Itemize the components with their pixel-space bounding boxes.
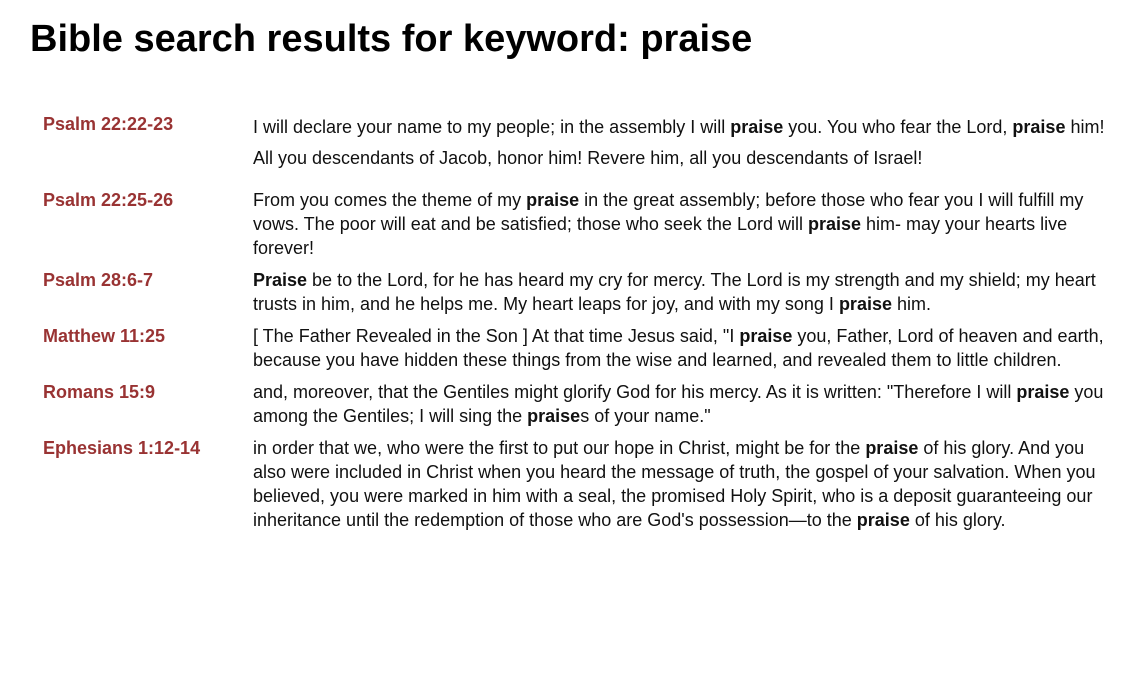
keyword-highlight: praise xyxy=(807,214,862,234)
verse-reference-link[interactable]: Psalm 22:22-23 xyxy=(43,114,174,134)
verse-reference-link[interactable]: Psalm 28:6-7 xyxy=(43,270,154,290)
verse-text-segment: s of your name." xyxy=(580,406,711,426)
keyword-highlight: praise xyxy=(838,294,892,314)
keyword-highlight: praise xyxy=(865,438,919,458)
keyword-highlight: praise xyxy=(526,190,580,210)
verse-text-segment: him. xyxy=(891,294,931,314)
verse-text-segment: you. You who fear the Lord, xyxy=(783,117,1013,137)
result-row xyxy=(0,112,1144,174)
keyword-highlight: praise xyxy=(527,406,581,426)
verse-reference-link[interactable]: Romans 15:9 xyxy=(43,382,156,402)
verse-text-segment: From you comes the theme of my xyxy=(253,190,527,210)
page-title: Bible search results for keyword: praise xyxy=(30,18,753,60)
keyword-highlight: praise xyxy=(1016,382,1070,402)
verse-text-segment: of his glory. And you also were included in Christ when you heard the message of truth, the gospel of your salvation. When you believed, you were marked in him with a seal, the promised Holy Spirit, who is a deposit guaranteeing our inheritance until the redemption of those who are God's possession—to the xyxy=(253,438,1096,530)
keyword-highlight: praise xyxy=(1012,117,1066,137)
verse-text-segment: I will declare your name to my people; in the assembly I will xyxy=(253,117,731,137)
result-row xyxy=(0,188,1144,260)
verse-text-segment: be to the Lord, for he has heard my cry for mercy. The Lord is my strength and my shield; my heart trusts in him, and he helps me. My heart leaps for joy, and with my song I xyxy=(253,270,1096,314)
verse-text-segment: of his glory. xyxy=(909,510,1006,530)
verse-text-segment: you, Father, Lord of heaven and earth, because you have hidden these things from the wise and learned, and revealed them to little children. xyxy=(253,326,1104,370)
verse-text-segment: [ The Father Revealed in the Son ] At that time Jesus said, "I xyxy=(253,326,740,346)
verse-text-segment: him- may your hearts live forever! xyxy=(253,214,1068,258)
result-row xyxy=(0,380,1144,428)
keyword-highlight: praise xyxy=(730,117,784,137)
verse-reference-link[interactable]: Psalm 22:25-26 xyxy=(43,190,174,210)
keyword-highlight: praise xyxy=(856,510,910,530)
verse-text xyxy=(253,324,1113,372)
verse-text xyxy=(253,112,1113,174)
result-row xyxy=(0,268,1144,316)
keyword-highlight: Praise xyxy=(253,270,308,290)
verse-text-segment: and, moreover, that the Gentiles might glorify God for his mercy. As it is written: "Therefore I will xyxy=(253,382,1017,402)
keyword-highlight: praise xyxy=(739,326,793,346)
verse-text-segment: in the great assembly; before those who fear you I will fulfill my vows. The poor will eat and be satisfied; those who seek the Lord will xyxy=(253,190,1084,234)
verse-text-segment: you among the Gentiles; I will sing the xyxy=(253,382,1104,426)
verse-text xyxy=(253,188,1113,260)
verse-text-segment: him! All you descendants of Jacob, honor him! Revere him, all you descendants of Israel! xyxy=(253,117,1105,168)
verse-reference-link[interactable]: Matthew 11:25 xyxy=(43,326,166,346)
results-list xyxy=(0,112,1144,532)
verse-text xyxy=(253,436,1113,532)
result-row xyxy=(0,436,1144,532)
verse-reference-link[interactable]: Ephesians 1:12-14 xyxy=(43,438,201,458)
verse-text-segment: in order that we, who were the first to put our hope in Christ, might be for the xyxy=(253,438,866,458)
verse-text xyxy=(253,380,1113,428)
verse-text xyxy=(253,268,1113,316)
result-row xyxy=(0,324,1144,372)
